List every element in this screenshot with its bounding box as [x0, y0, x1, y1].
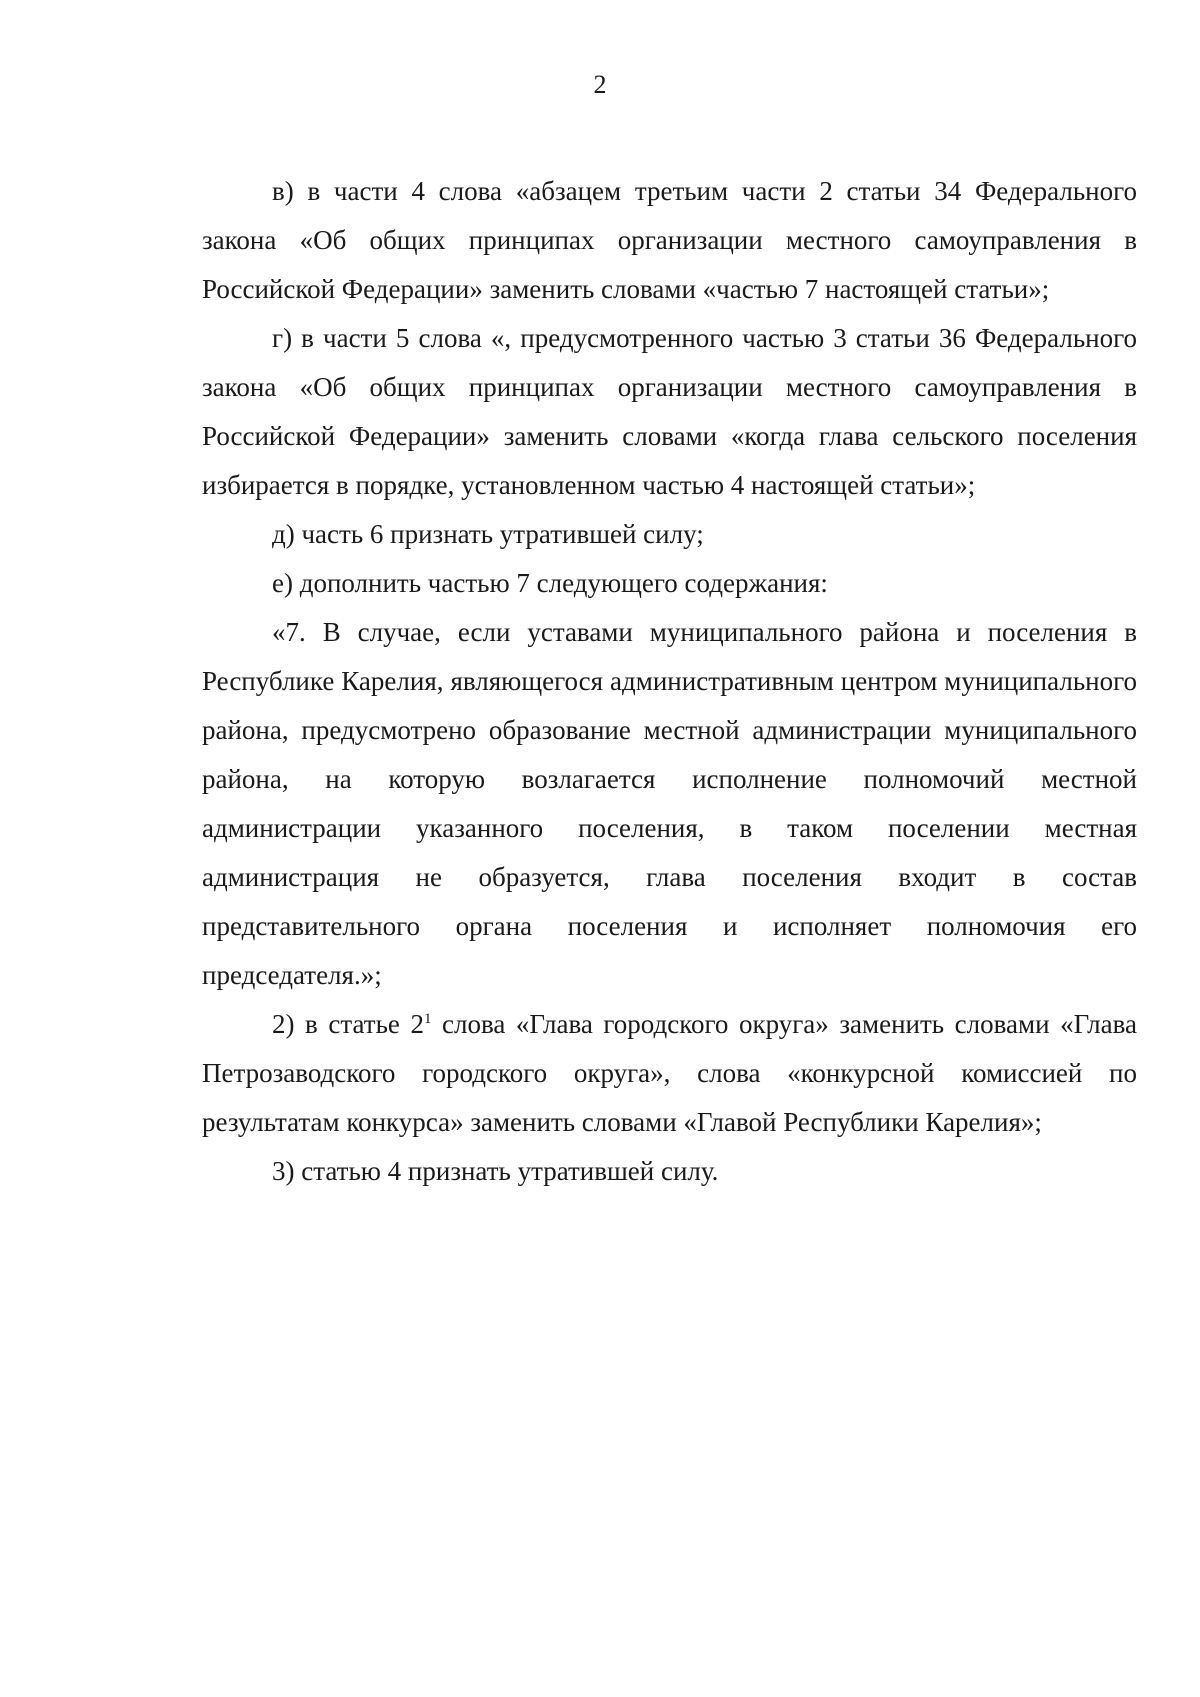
item-2-text-after: слова «Глава городского округа» заменить словами «Глава Петрозаводского городского округа», слова «конкурсной комиссией по результатам конкурса» заменить словами «Главой Республики Карелия»; [202, 1009, 1138, 1137]
paragraph-item-v: в) в части 4 слова «абзацем третьим части 2 статьи 34 Федерального закона «Об общих принципах организации местного самоуправления в Российской Федерации» заменить словами «частью 7 настоящей статьи»; [202, 176, 1137, 304]
paragraph-item-e: е) дополнить частью 7 следующего содержания: [272, 568, 828, 598]
paragraph-item-2 [202, 1000, 1137, 1147]
paragraph-item-d: д) часть 6 признать утратившей силу; [272, 519, 704, 549]
page-number: 2 [593, 70, 607, 99]
item-2-text-before: 2) в статье 2 [272, 1009, 424, 1039]
paragraph-item-g: г) в части 5 слова «, предусмотренного частью 3 статьи 36 Федерального закона «Об общих принципах организации местного самоуправления в Российской Федерации» заменить словами «когда глава сельского поселения избирается в порядке, установленном частью 4 настоящей статьи»; [202, 323, 1137, 500]
paragraph-quoted-part-7: «7. В случае, если уставами муниципального района и поселения в Республике Карелия, являющегося административным центром муниципального района, предусмотрено образование местной администрации муниципального района, на которую возлагается исполнение полномочий местной администрации указанного поселения, в таком поселении местная администрация не образуется, глава поселения входит в состав представительного органа поселения и исполняет полномочия его председателя.»; [202, 617, 1137, 990]
paragraph-item-3: 3) статью 4 признать утратившей силу. [272, 1156, 719, 1186]
document-body [202, 167, 1137, 1196]
article-superscript: 1 [423, 1011, 432, 1027]
